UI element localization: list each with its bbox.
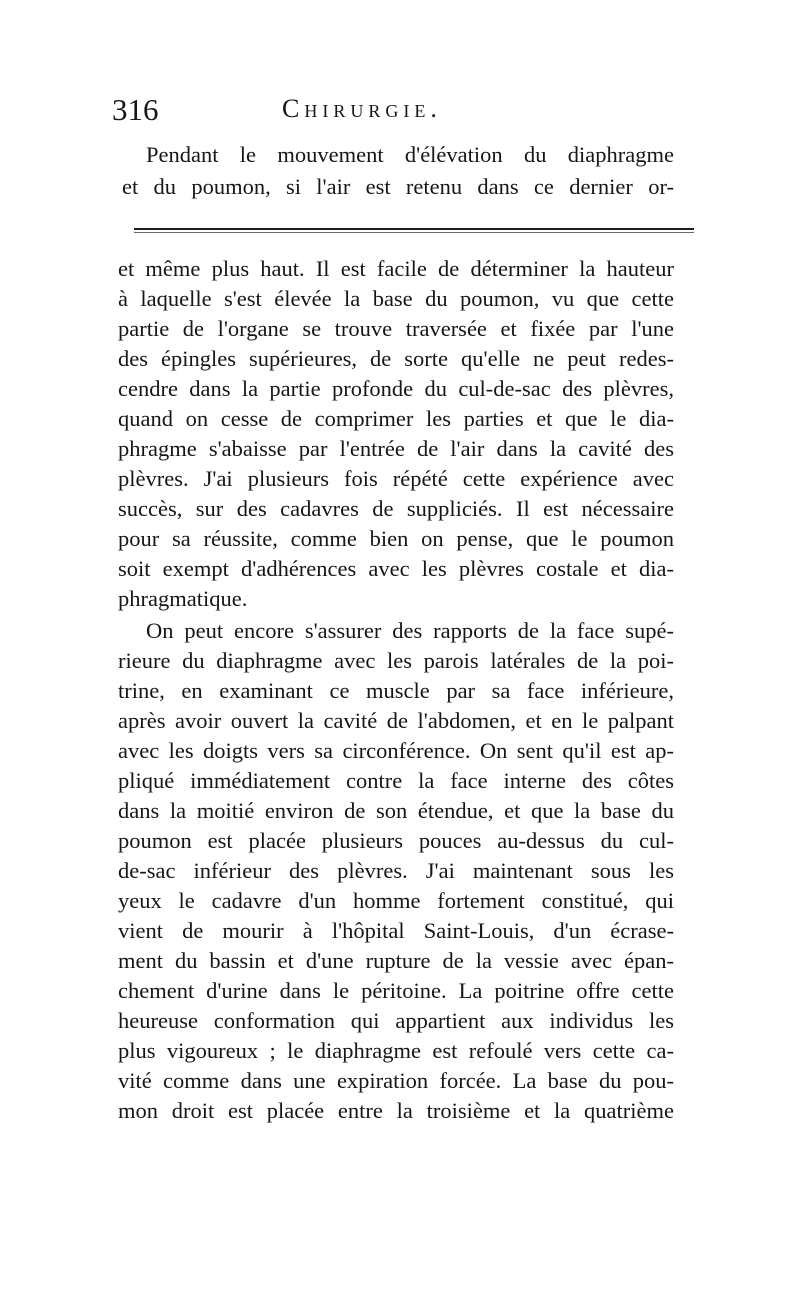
body-line: plèvres. J'ai plusieurs fois répété cette expérience avec [118, 466, 674, 491]
body-line: heureuse conformation qui appartient aux individus les [118, 1008, 674, 1033]
body-line: rieure du diaphragme avec les parois latérales de la poi- [118, 648, 674, 673]
body-line-paragraph-start: On peut encore s'assurer des rapports de la face supé- [146, 618, 674, 643]
body-line: ment du bassin et d'une rupture de la vessie avec épan- [118, 948, 674, 973]
fragment-line: Pendant le mouvement d'élévation du diaphragme [146, 142, 674, 167]
body-line: à laquelle s'est élevée la base du poumon, vu que cette [118, 286, 674, 311]
body-line: succès, sur des cadavres de suppliciés. Il est nécessaire [118, 496, 674, 521]
body-line: soit exempt d'adhérences avec les plèvres costale et dia- [118, 556, 674, 581]
body-line: des épingles supérieures, de sorte qu'elle ne peut redes- [118, 346, 674, 371]
body-line: vité comme dans une expiration forcée. La base du pou- [118, 1068, 674, 1093]
body-line: dans la moitié environ de son étendue, et que la base du [118, 798, 674, 823]
body-line: yeux le cadavre d'un homme fortement constitué, qui [118, 888, 674, 913]
body-line: trine, en examinant ce muscle par sa face inférieure, [118, 678, 674, 703]
body-line: pour sa réussite, comme bien on pense, que le poumon [118, 526, 674, 551]
body-line: vient de mourir à l'hôpital Saint-Louis, d'un écrase- [118, 918, 674, 943]
page-header [112, 92, 692, 132]
body-line: quand on cesse de comprimer les parties et que le dia- [118, 406, 674, 431]
body-line: poumon est placée plusieurs pouces au-dessus du cul- [118, 828, 674, 853]
body-line: partie de l'organe se trouve traversée et fixée par l'une [118, 316, 674, 341]
fragment-line: et du poumon, si l'air est retenu dans ce dernier or- [122, 174, 674, 199]
page-number: 316 [112, 92, 159, 127]
body-line: et même plus haut. Il est facile de déterminer la hauteur [118, 256, 674, 281]
body-line-paragraph-end: phragmatique. [118, 586, 248, 611]
section-divider-rule [134, 232, 694, 233]
body-line: phragme s'abaisse par l'entrée de l'air dans la cavité des [118, 436, 674, 461]
body-line: chement d'urine dans le péritoine. La poitrine offre cette [118, 978, 674, 1003]
body-line: pliqué immédiatement contre la face interne des côtes [118, 768, 674, 793]
body-line: de-sac inférieur des plèvres. J'ai maintenant sous les [118, 858, 674, 883]
body-line: cendre dans la partie profonde du cul-de-sac des plèvres, [118, 376, 674, 401]
body-line: après avoir ouvert la cavité de l'abdomen, et en le palpant [118, 708, 674, 733]
body-line: plus vigoureux ; le diaphragme est refoulé vers cette ca- [118, 1038, 674, 1063]
body-line: avec les doigts vers sa circonférence. On sent qu'il est ap- [118, 738, 674, 763]
running-title: Chirurgie. [282, 94, 442, 123]
body-line: mon droit est placée entre la troisième et la quatrième [118, 1098, 674, 1123]
section-divider [134, 228, 694, 230]
